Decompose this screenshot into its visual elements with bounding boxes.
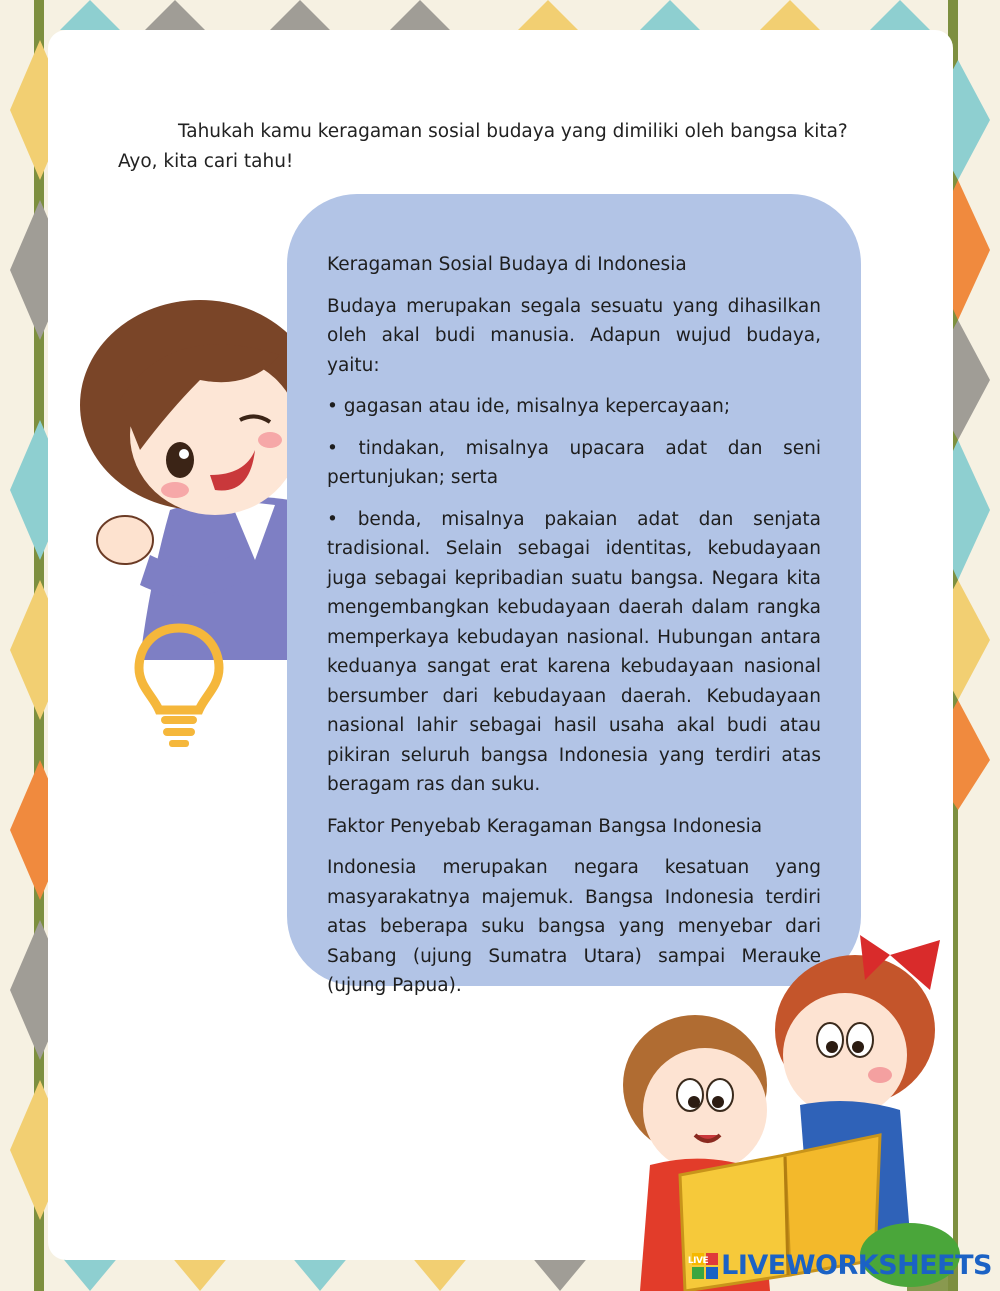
liveworksheets-logo-text: LIVEWORKSHEETS	[721, 1250, 992, 1281]
bullet-1: • gagasan atau ide, misalnya kepercayaan;	[327, 396, 731, 417]
liveworksheets-logo	[688, 1250, 992, 1281]
girl-illustration	[80, 300, 300, 660]
paragraph-2: Indonesia merupakan negara kesatuan yang masyarakatnya majemuk. Bangsa Indonesia terdiri atas beberapa suku bangsa yang menyebar dari Sabang (ujung Sumatra Utara) sampai Merauke (ujung Papua).	[327, 857, 821, 996]
section-title-2: Faktor Penyebab Keragaman Bangsa Indonesia	[327, 815, 763, 837]
kids-reading-illustration	[610, 935, 970, 1291]
info-bubble-text	[327, 250, 821, 1013]
section-title-1: Keragaman Sosial Budaya di Indonesia	[327, 254, 687, 275]
bullet-2: • tindakan, misalnya upacara adat dan seni pertunjukan; serta	[327, 437, 821, 488]
bullet-3: • benda, misalnya pakaian adat dan senjata tradisional. Selain sebagai identitas, kebudayaan juga sebagai kepribadian suatu bangsa. Negara kita mengembangkan kebudayaan daerah dalam rangka memperkaya kebudayan nasional. Hubungan antara keduanya sangat erat karena kebudayaan nasional bersumber dari kebudayaan daerah. Kebudayaan nasional lahir sebagai hasil usaha akal budi atau pikiran seluruh bangsa Indonesia yang terdiri atas beragam ras dan suku.	[327, 508, 821, 795]
paragraph-1: Budaya merupakan segala sesuatu yang dihasilkan oleh akal budi manusia. Adapun wujud budaya, yaitu:	[327, 295, 821, 376]
intro-text: Tahukah kamu keragaman sosial budaya yang dimiliki oleh bangsa kita? Ayo, kita cari tahu!	[118, 121, 848, 172]
lightbulb-icon	[133, 620, 225, 750]
logo-mark-letters: LIVE	[688, 1255, 709, 1266]
liveworksheets-logo-icon	[688, 1253, 718, 1279]
